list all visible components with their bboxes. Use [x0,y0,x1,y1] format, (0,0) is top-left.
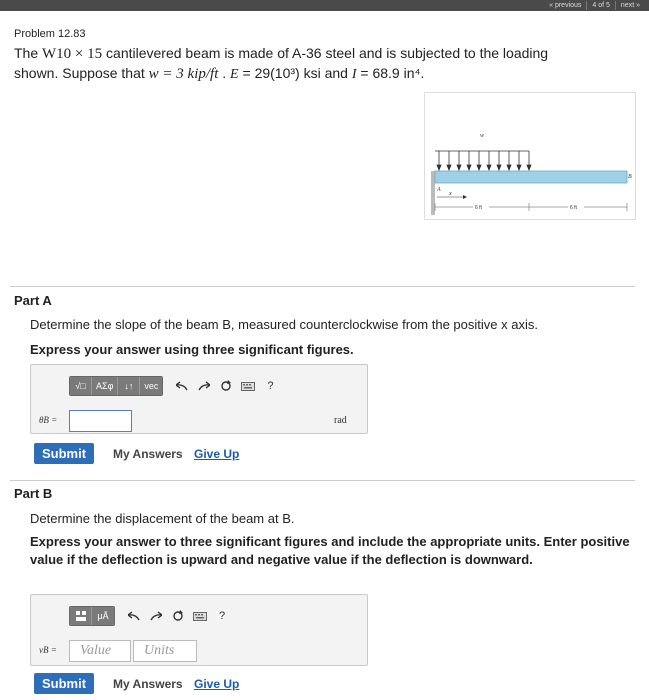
redo-icon[interactable] [145,607,167,625]
arrows-button[interactable]: ↓↑ [118,377,140,395]
end-label: B [628,174,632,180]
x-label: x [449,191,452,197]
part-a-toolbar [69,376,281,396]
problem-title: Problem 12.83 [14,28,86,40]
section-divider [10,286,635,287]
previous-link[interactable]: « previous [549,2,582,9]
section-divider [10,480,635,481]
support-label: A [437,187,441,193]
beam-figure[interactable] [424,92,636,220]
statement-text: shown. Suppose that [14,65,149,81]
statement-text: cantilevered beam is made of A-36 steel and is subjected to the loading [102,45,549,61]
part-a-question: Determine the slope of the beam B, measured counterclockwise from the positive x axis. [30,317,538,332]
undo-icon[interactable] [171,377,193,395]
part-a-submit-button[interactable]: Submit [34,443,94,464]
reset-icon[interactable] [167,607,189,625]
beam-designation: W10 × 15 [42,46,103,62]
part-b-toolbar [69,606,233,626]
modulus-value: = 29(10³) ksi [238,65,321,81]
templates-button[interactable]: √□ [70,377,92,395]
undo-icon[interactable] [123,607,145,625]
units-input[interactable]: Units [133,640,197,662]
part-a-give-up-link[interactable]: Give Up [194,447,240,461]
part-b-give-up-link[interactable]: Give Up [194,677,240,691]
statement-text: . [420,65,425,81]
wall-support [431,171,435,215]
slope-input[interactable] [69,410,132,432]
vec-button[interactable]: vec [140,377,162,395]
part-a-instruction: Express your answer using three significant figures. [30,342,354,357]
page-position: 4 of 5 [586,1,615,10]
beam [435,171,627,183]
fraction-template-button[interactable] [70,607,92,625]
unit-tools [69,606,115,626]
part-b-answer-box [30,594,368,666]
slope-unit: rad [334,415,347,426]
keyboard-icon[interactable] [237,377,259,395]
load-label: w [480,133,485,139]
part-a-answer-label: θB = [39,415,58,425]
part-b-instruction: Express your answer to three significant figures and include the appropriate units. Enter positive value if the deflection is upward and negative value if the deflection is downward. [30,534,630,567]
part-b-my-answers-link[interactable]: My Answers [113,677,183,691]
part-b-question: Determine the displacement of the beam at B. [30,511,295,526]
help-icon[interactable]: ? [218,610,226,622]
top-bar [0,0,649,11]
part-a-my-answers-link[interactable]: My Answers [113,447,183,461]
units-button[interactable]: μÅ [92,607,114,625]
inertia-value: = 68.9 in⁴ [356,65,421,81]
dimension-1: 6 ft [475,205,482,211]
part-b-answer-label: vB = [39,645,57,655]
beam-diagram [425,93,635,219]
math-tools [69,376,163,396]
statement-text: The [14,45,43,61]
part-b-submit-button[interactable]: Submit [34,673,94,694]
x-arrowhead [463,195,467,199]
statement-text: and [320,65,352,81]
part-b-title[interactable]: Part B [14,486,53,501]
redo-icon[interactable] [193,377,215,395]
part-a-title[interactable]: Part A [14,293,52,308]
dimension-2: 6 ft [570,205,577,211]
inertia-symbol: I [351,67,357,82]
problem-statement [14,44,634,84]
part-a-answer-box [30,364,368,434]
distributed-load [435,151,531,170]
pager [544,0,645,11]
reset-icon[interactable] [215,377,237,395]
greek-button[interactable]: ΑΣφ [92,377,118,395]
keyboard-icon[interactable] [189,607,211,625]
value-input[interactable]: Value [69,640,131,662]
next-link[interactable]: next » [615,1,645,10]
statement-text: . [218,65,231,81]
load-expression: w = 3 kip/ft [148,66,219,82]
modulus-symbol: E [230,67,239,82]
help-icon[interactable]: ? [267,380,274,392]
